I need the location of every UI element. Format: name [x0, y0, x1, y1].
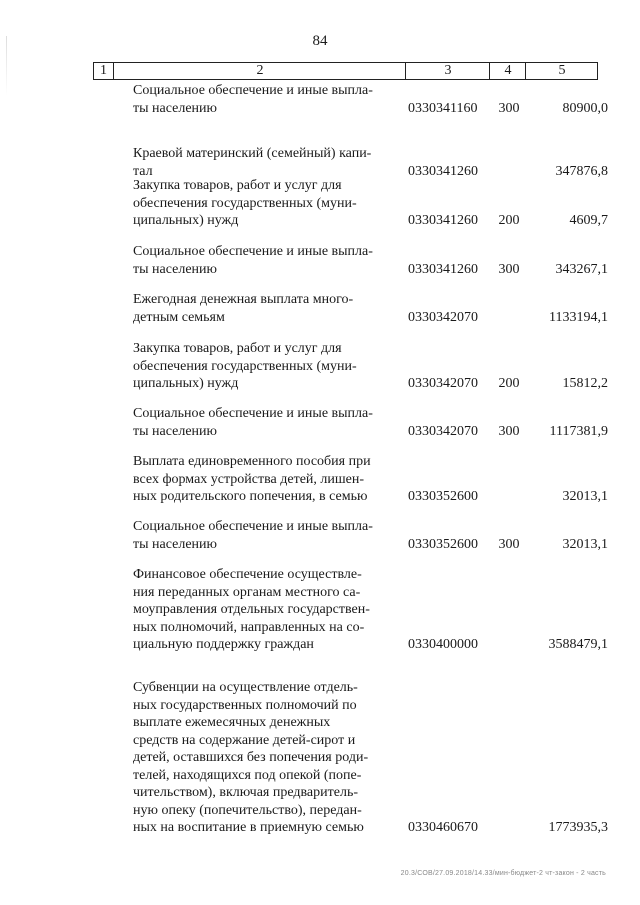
row-expense-type: 300	[498, 423, 520, 439]
row-description	[133, 177, 391, 230]
description-line: ты населению	[133, 423, 217, 439]
description-line: ную опеку (попечительство), передан-	[133, 802, 362, 818]
row-code: 0330341160	[408, 100, 478, 116]
page-number: 84	[312, 33, 328, 49]
description-line: выплате ежемесячных денежных	[133, 715, 331, 730]
row-code: 0330342070	[408, 309, 478, 325]
description-line: ты населению	[133, 100, 217, 116]
description-line: обеспечения государственных (муни-	[133, 195, 357, 211]
row-code: 0330352600	[408, 536, 478, 552]
column-header-3: 3	[405, 63, 490, 79]
row-description	[133, 566, 391, 654]
row-amount: 1117381,9	[549, 423, 608, 439]
description-line: циальную поддержку граждан	[133, 637, 314, 652]
row-code: 0330460670	[408, 820, 478, 835]
row-expense-type: 200	[498, 213, 520, 228]
row-code: 0330341260	[408, 213, 478, 228]
row-amount: 343267,1	[555, 261, 608, 277]
description-line: детным семьям	[133, 309, 225, 325]
row-amount: 347876,8	[555, 163, 608, 179]
row-amount: 1773935,3	[548, 820, 608, 835]
description-line: средств на содержание детей-сирот и	[133, 732, 356, 748]
description-line: Субвенции на осуществление отдель-	[133, 680, 358, 695]
row-description	[133, 518, 391, 553]
row-expense-type: 200	[498, 376, 520, 391]
row-amount: 4609,7	[569, 213, 608, 228]
row-description	[133, 405, 391, 440]
description-line: Закупка товаров, работ и услуг для	[133, 341, 342, 356]
column-header-1: 1	[100, 63, 107, 78]
row-expense-type: 300	[498, 261, 520, 277]
document-footer: 20.3/СОВ/27.09.2018/14.33/мин-бюджет-2 чт-закон - 2 часть	[400, 870, 606, 877]
row-code: 0330342070	[408, 423, 478, 439]
description-line: телей, находящихся под опекой (попе-	[133, 767, 362, 783]
row-code: 0330352600	[408, 489, 478, 504]
column-header-5: 5	[525, 63, 598, 79]
row-code: 0330400000	[408, 637, 478, 652]
row-amount: 80900,0	[562, 100, 608, 116]
description-line: ных родительского попечения, в семью	[133, 489, 368, 504]
description-line: Финансовое обеспечение осуществле-	[133, 567, 362, 582]
row-description	[133, 145, 391, 180]
column-header-4: 4	[489, 63, 526, 79]
description-line: Социальное обеспечение и иные выпла-	[133, 406, 373, 421]
description-line: детей, оставшихся без попечения роди-	[133, 750, 369, 765]
description-line: ных государственных полномочий по	[133, 697, 357, 713]
row-expense-type: 300	[498, 536, 520, 552]
row-amount: 32013,1	[562, 489, 608, 504]
row-description	[133, 340, 391, 393]
description-line: ных на воспитание в приемную семью	[133, 820, 364, 835]
description-line: ных полномочий, направленных на со-	[133, 619, 365, 635]
description-line: ципальных) нужд	[133, 213, 239, 228]
description-line: тал	[133, 163, 153, 179]
column-header-row	[93, 62, 598, 80]
row-amount: 3588479,1	[548, 637, 608, 652]
description-line: ния переданных органам местного са-	[133, 584, 361, 600]
description-line: Выплата единовременного пособия при	[133, 454, 371, 469]
description-line: Краевой материнский (семейный) капи-	[133, 146, 372, 161]
description-line: всех формах устройства детей, лишен-	[133, 471, 365, 487]
description-line: чительством), включая предваритель-	[133, 785, 358, 800]
row-description	[133, 82, 391, 117]
description-line: Закупка товаров, работ и услуг для	[133, 178, 342, 193]
row-expense-type: 300	[498, 100, 520, 116]
description-line: ты населению	[133, 261, 217, 277]
description-line: моуправления отдельных государствен-	[133, 602, 370, 617]
description-line: обеспечения государственных (муни-	[133, 358, 357, 374]
row-amount: 1133194,1	[549, 309, 608, 325]
row-code: 0330341260	[408, 261, 478, 277]
row-description	[133, 291, 391, 326]
description-line: ципальных) нужд	[133, 376, 239, 391]
description-line: ты населению	[133, 536, 217, 552]
row-description	[133, 243, 391, 278]
row-description	[133, 679, 391, 837]
row-code: 0330342070	[408, 376, 478, 391]
row-amount: 32013,1	[562, 536, 608, 552]
description-line: Ежегодная денежная выплата много-	[133, 292, 354, 307]
description-line: Социальное обеспечение и иные выпла-	[133, 519, 373, 534]
row-description	[133, 453, 391, 506]
description-line: Социальное обеспечение и иные выпла-	[133, 244, 373, 259]
row-code: 0330341260	[408, 163, 478, 179]
description-line: Социальное обеспечение и иные выпла-	[133, 83, 373, 98]
column-header-2: 2	[113, 63, 406, 79]
row-amount: 15812,2	[562, 376, 608, 391]
